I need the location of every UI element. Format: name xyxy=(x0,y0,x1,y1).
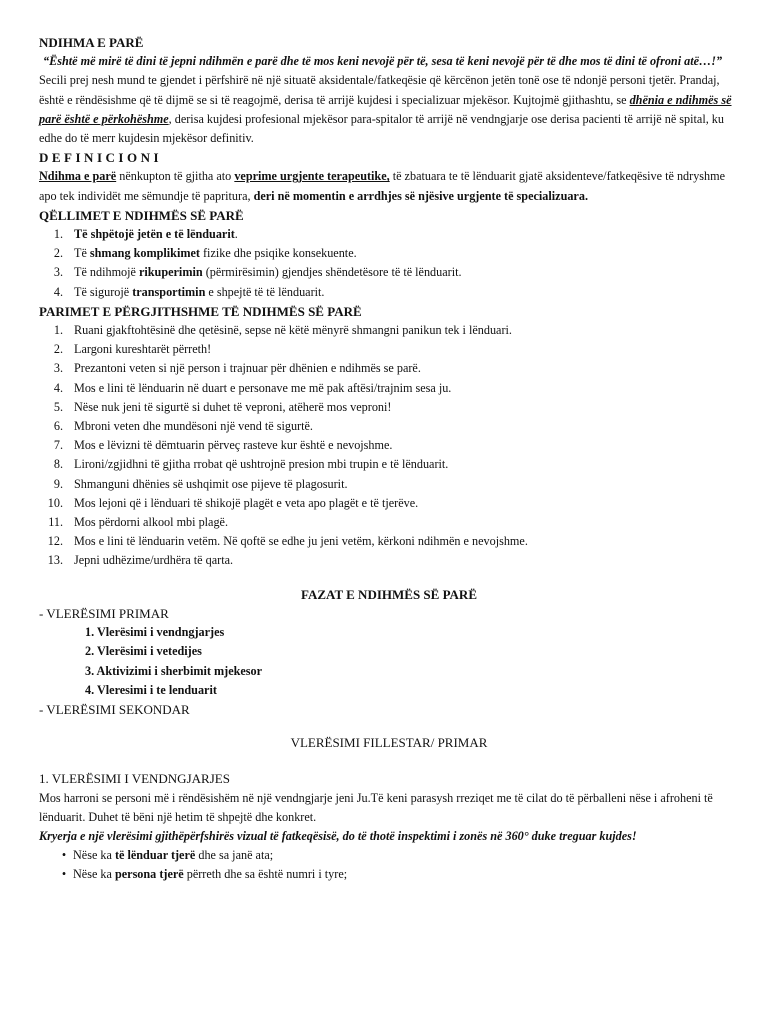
list-number: 9. xyxy=(53,476,63,491)
list-text: Mos lejoni që i lënduari të shikojë plagët e veta apo plagët e të tjerëve. xyxy=(74,495,419,510)
phases-heading: FAZAT E NDIHMËS SË PARË xyxy=(300,586,477,602)
bullet-icon: • xyxy=(61,867,67,882)
list-item xyxy=(39,513,739,532)
definition-paragraph xyxy=(39,167,739,205)
list-item xyxy=(39,340,739,359)
list-text: Mos përdorni alkool mbi plagë. xyxy=(74,515,229,530)
item-bold: shmang komplikimet xyxy=(89,246,200,261)
list-item xyxy=(39,225,739,244)
definition-text-2: të zbatuara te të lënduarit gjatë aksidenteve/fatkeqësive të ndryshme apo tek individët me sëmundje të papritura, xyxy=(39,169,726,203)
list-number: 5. xyxy=(53,399,63,414)
initial-paragraph: Mos harroni se personi më i rëndësishëm në një vendngjarje jeni Ju.Të keni parasysh rreziqet me të cilat do të përballeni nëse i afroheni të lënduarit. Duhet të bëni një hetim të shpejtë dhe konkret. xyxy=(39,790,713,824)
list-number: 4. xyxy=(53,380,63,395)
list-text: Lironi/zgjidhni të gjitha rrobat që ushtrojnë presion mbi trupin e të lënduarit. xyxy=(74,457,449,472)
list-item xyxy=(39,455,739,474)
list-number: 11. xyxy=(48,515,63,530)
item-post: fizike dhe psiqike konsekuente. xyxy=(199,246,357,261)
definition-bold-end: deri në momentin e arrdhjes së njësive urgjente të specializuara. xyxy=(253,188,588,203)
list-number: 2. xyxy=(53,246,63,261)
list-item xyxy=(39,551,739,570)
list-item: 2. Vlerësimi i vetedijes xyxy=(85,644,202,659)
item-bold: persona tjerë xyxy=(114,867,184,882)
list-item xyxy=(39,417,739,436)
list-item: 3. Aktivizimi i sherbimit mjekesor xyxy=(85,663,263,678)
list-text: Mos e lëvizni të dëmtuarin përveç rasteve kur është e nevojshme. xyxy=(74,438,393,453)
list-item xyxy=(39,359,739,378)
list-number: 10. xyxy=(47,495,63,510)
document-page xyxy=(39,33,739,885)
list-text: Mos e lini të lënduarin në duart e personave me më pak aftësi/trajnim sesa ju. xyxy=(74,380,452,395)
list-item xyxy=(39,283,739,302)
phases-primary: - VLERËSIMI PRIMAR xyxy=(39,605,169,621)
item-pre: Të ndihmojë xyxy=(74,265,139,280)
list-item xyxy=(39,244,739,263)
bullet-icon: • xyxy=(61,848,67,863)
definition-text-1: nënkupton të gjitha ato xyxy=(116,169,235,184)
list-number: 3. xyxy=(53,361,63,376)
item-bold: Të shpëtojë jetën e të lënduarit xyxy=(74,227,235,242)
item-pre: Të sigurojë xyxy=(74,284,133,299)
item-post: dhe sa janë ata; xyxy=(195,848,274,863)
definition-heading: DEFINICIONI xyxy=(39,150,163,166)
list-item xyxy=(39,436,739,455)
list-text: Mbroni veten dhe mundësoni një vend të sigurtë. xyxy=(74,419,313,434)
list-item xyxy=(39,846,739,865)
definition-term: Ndihma e parë xyxy=(39,169,117,184)
document-title: NDIHMA E PARË xyxy=(39,35,144,50)
item-bold: të lënduar tjerë xyxy=(114,848,196,863)
list-item xyxy=(39,532,739,551)
list-text: Nëse nuk jeni të sigurtë si duhet të veproni, atëherë mos veproni! xyxy=(74,399,392,414)
list-number: 12. xyxy=(47,534,63,549)
initial-bullets xyxy=(39,846,739,884)
list-number: 13. xyxy=(47,553,63,568)
goals-list xyxy=(39,225,739,302)
list-text: Largoni kureshtarët përreth! xyxy=(74,342,212,357)
list-number: 7. xyxy=(53,438,63,453)
list-number: 8. xyxy=(53,457,63,472)
list-text: Shmanguni dhënies së ushqimit ose pijeve të plagosurit. xyxy=(74,476,348,491)
initial-heading: VLERËSIMI FILLESTAR/ PRIMAR xyxy=(290,735,488,751)
intro-quote: “Është më mirë të dini të jepni ndihmën e parë dhe të mos keni nevojë për të, sesa të keni nevojë për të dhe mos të dini të ofroni atë…!” xyxy=(43,54,723,69)
list-number: 2. xyxy=(53,342,63,357)
item-post: përreth dhe sa është numri i tyre; xyxy=(183,867,348,882)
list-number: 1. xyxy=(53,323,63,338)
list-item: 4. Vleresimi i te lenduarit xyxy=(85,682,217,697)
list-item xyxy=(39,379,739,398)
list-text: Mos e lini të lënduarin vetëm. Në qoftë se edhe ju jeni vetëm, kërkoni ndihmën e nevojshme. xyxy=(74,534,528,549)
list-item xyxy=(39,475,739,494)
principles-heading: PARIMET E PËRGJITHSHME TË NDIHMËS SË PARË xyxy=(39,303,362,319)
item-pre: Të xyxy=(74,246,90,261)
item-pre: Nëse ka xyxy=(73,848,115,863)
list-item: 1. Vlerësimi i vendngjarjes xyxy=(85,625,225,640)
intro-text-1: Secili prej nesh mund te gjendet i përfshirë në një situatë aksidentale/fatkeqësie që kërcënon jetën tonë ose të ndonjë personi tjetër. Prandaj, është e rëndësishme që të dijmë se si të reagojmë, derisa të arrijë kujdesi i specializuar mjekësor. Kujtojmë gjithashtu, se xyxy=(39,73,720,107)
item-post: . xyxy=(234,227,238,242)
list-item xyxy=(39,263,739,282)
list-number: 4. xyxy=(53,284,63,299)
list-item xyxy=(39,865,739,884)
intro-text-2: , derisa kujdesi profesional mjekësor para-spitalor të arrijë në vendngjarje ose derisa pacienti të arrijë në spital, ku edhe do të merr kujdesin mjekësor definitiv. xyxy=(39,111,724,146)
principles-list xyxy=(39,321,739,571)
item-bold: rikuperimin xyxy=(138,265,203,280)
list-item xyxy=(39,398,739,417)
list-number: 3. xyxy=(53,265,63,280)
list-number: 6. xyxy=(53,419,63,434)
goals-heading: QËLLIMET E NDIHMËS SË PARË xyxy=(39,207,244,223)
item-post: (përmirësimin) gjendjes shëndetësore të të lënduarit. xyxy=(202,265,462,280)
list-text: Jepni udhëzime/urdhëra të qarta. xyxy=(74,553,234,568)
definition-key: veprime urgjente terapeutike, xyxy=(234,169,390,184)
phases-primary-list xyxy=(39,623,739,700)
list-text: Ruani gjakftohtësinë dhe qetësinë, sepse në këtë mënyrë shmangni panikun tek i lënduari. xyxy=(74,323,512,338)
item-pre: Nëse ka xyxy=(73,867,115,882)
list-text: Prezantoni veten si një person i trajnuar për dhënien e ndihmës se parë. xyxy=(74,361,421,376)
list-item xyxy=(39,321,739,340)
phases-secondary: - VLERËSIMI SEKONDAR xyxy=(39,701,190,717)
list-item xyxy=(39,494,739,513)
item-bold: transportimin xyxy=(132,284,206,299)
intro-emphasis: dhënia e ndihmës së parë është e përkohëshme xyxy=(39,92,732,126)
list-number: 1. xyxy=(53,227,63,242)
item-post: e shpejtë të të lënduarit. xyxy=(205,284,325,299)
intro-paragraph xyxy=(39,71,739,148)
initial-sub-heading: 1. VLERËSIMI I VENDNGJARJES xyxy=(39,771,230,787)
initial-emphasis: Kryerja e një vlerësimi gjithëpërfshirës vizual të fatkeqësisë, do të thotë inspektimi i zonës në 360° duke treguar kujdes! xyxy=(39,828,637,843)
